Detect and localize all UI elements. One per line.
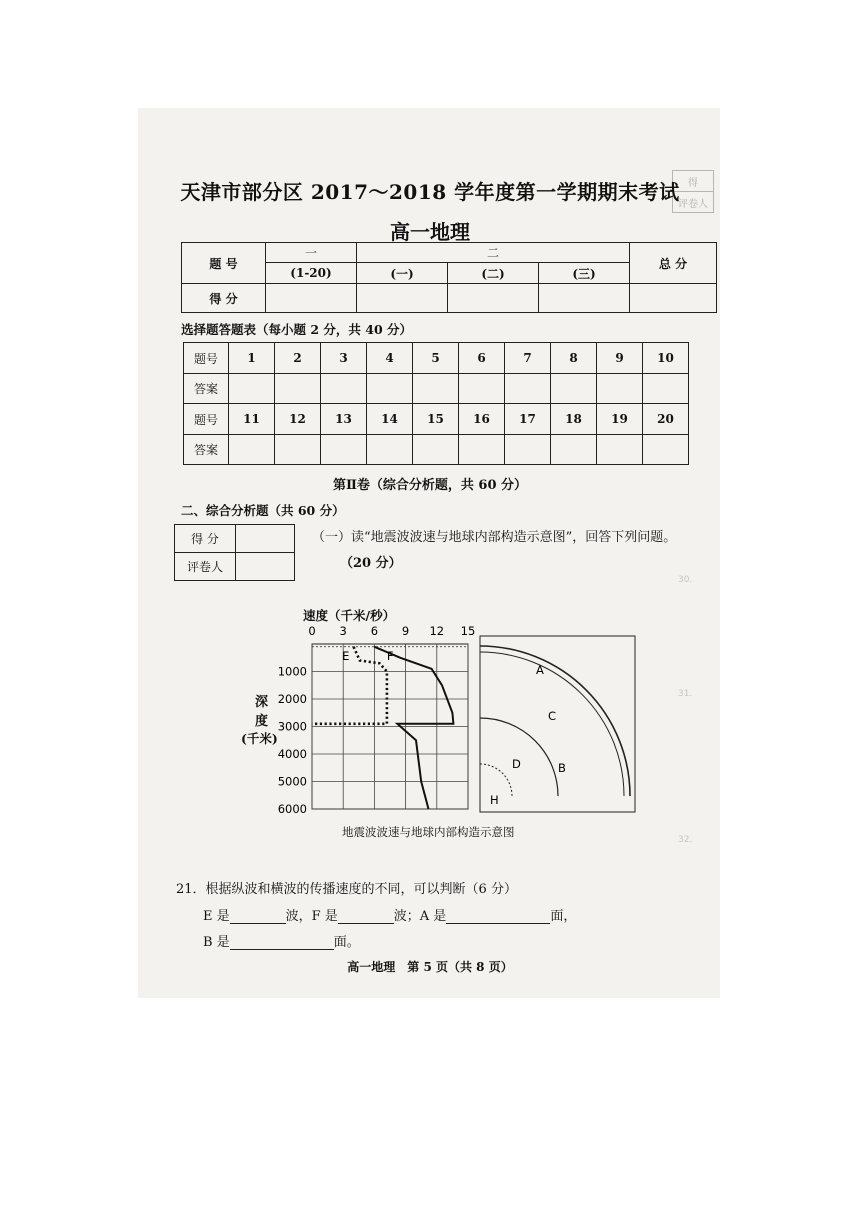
- x-tick-3: 3: [339, 624, 347, 638]
- answer-label-tihao-2: 题号: [184, 404, 229, 435]
- layer-label-d: D: [512, 757, 521, 771]
- q21-b-suffix: 面。: [333, 935, 360, 950]
- q21-f-label: 波，F 是: [285, 909, 338, 924]
- earth-interior-figure: [240, 618, 650, 830]
- score-cell-3[interactable]: [448, 284, 539, 313]
- question-21-line2: [203, 931, 360, 950]
- x-tick-12: 12: [429, 624, 445, 638]
- x-tick-0: 0: [308, 624, 316, 638]
- figure-speed-label: 速度（千米/秒）: [303, 608, 396, 623]
- score-table: [181, 242, 717, 313]
- score-label-tihao: 题 号: [182, 243, 266, 284]
- answer-cell-1[interactable]: [229, 374, 275, 404]
- question-number-7: 7: [505, 343, 551, 374]
- wave-label-f: F: [386, 649, 394, 663]
- part2-heading: 第Ⅱ卷（综合分析题，共 60 分）: [332, 478, 528, 493]
- question-number-10: 10: [643, 343, 689, 374]
- answer-cell-16[interactable]: [459, 435, 505, 465]
- question-points: （20 分）: [340, 556, 402, 571]
- score-total: 总 分: [630, 243, 717, 284]
- exam-subtitle: 高一地理: [390, 220, 470, 244]
- q21-blank-e[interactable]: [230, 910, 286, 924]
- score-part2: 二: [357, 243, 630, 263]
- bleed-q32: 32．: [678, 835, 699, 845]
- grader-pingjuanren-label: 评卷人: [175, 553, 236, 581]
- question-number-14: 14: [367, 404, 413, 435]
- score-part1-range: (1-20): [266, 263, 357, 284]
- answer-cell-6[interactable]: [459, 374, 505, 404]
- question-number-19: 19: [597, 404, 643, 435]
- part2-section-title: 二、综合分析题（共 60 分）: [181, 503, 345, 518]
- answer-label-daan: 答案: [184, 374, 229, 404]
- grader-pingjuanren-cell[interactable]: [236, 553, 295, 581]
- question-number-12: 12: [275, 404, 321, 435]
- answer-label-daan-2: 答案: [184, 435, 229, 465]
- score-cell-4[interactable]: [539, 284, 630, 313]
- q21-b-label: B 是: [203, 935, 230, 950]
- answer-cell-4[interactable]: [367, 374, 413, 404]
- inner-core-arc: [480, 764, 512, 796]
- y-tick-5000: 5000: [277, 774, 307, 789]
- earth-cross-section: [480, 636, 635, 812]
- answer-cell-17[interactable]: [505, 435, 551, 465]
- question-number-4: 4: [367, 343, 413, 374]
- layer-label-b: B: [558, 761, 566, 775]
- y-tick-6000: 6000: [277, 802, 307, 816]
- layer-label-a: A: [536, 663, 544, 677]
- answer-cell-2[interactable]: [275, 374, 321, 404]
- x-tick-15: 15: [460, 624, 476, 638]
- answer-cell-8[interactable]: [551, 374, 597, 404]
- score-sub1: (一): [357, 263, 448, 284]
- answer-cell-15[interactable]: [413, 435, 459, 465]
- question-number-20: 20: [643, 404, 689, 435]
- score-part1: 一: [266, 243, 357, 263]
- y-tick-1000: 1000: [277, 664, 307, 679]
- question-number-18: 18: [551, 404, 597, 435]
- answer-cell-19[interactable]: [597, 435, 643, 465]
- question-21-stem: 21．根据纵波和横波的传播速度的不同，可以判断（6 分）: [176, 882, 517, 897]
- bleed-corner-top: 得: [673, 171, 714, 192]
- bleed-q30: 30．: [678, 575, 699, 585]
- moho-arc: [480, 652, 624, 796]
- grader-defen-label: 得 分: [175, 525, 236, 553]
- q21-blank-a[interactable]: [446, 910, 550, 924]
- x-tick-6: 6: [370, 624, 379, 638]
- question-number-9: 9: [597, 343, 643, 374]
- question-number-2: 2: [275, 343, 321, 374]
- answer-cell-10[interactable]: [643, 374, 689, 404]
- wave-label-e: E: [342, 649, 350, 663]
- bleed-q31: 31．: [678, 689, 699, 699]
- figure-depth-label-2: 度: [255, 714, 269, 729]
- question-number-17: 17: [505, 404, 551, 435]
- figure-depth-label-3: (千米): [241, 731, 278, 746]
- velocity-depth-chart: [278, 624, 476, 816]
- score-cell-1[interactable]: [266, 284, 357, 313]
- answer-cell-5[interactable]: [413, 374, 459, 404]
- question-number-16: 16: [459, 404, 505, 435]
- answer-cell-11[interactable]: [229, 435, 275, 465]
- question-number-13: 13: [321, 404, 367, 435]
- question-21-line1: [203, 905, 576, 924]
- q21-e-label: E 是: [203, 909, 230, 924]
- q21-a-suffix: 面，: [550, 909, 577, 924]
- y-tick-2000: 2000: [277, 692, 307, 706]
- figure-depth-label-1: 深: [255, 695, 269, 710]
- score-sub3: (三): [539, 263, 630, 284]
- score-cell-total[interactable]: [630, 284, 717, 313]
- question-number-15: 15: [413, 404, 459, 435]
- grader-table: [174, 524, 295, 581]
- answer-cell-14[interactable]: [367, 435, 413, 465]
- answer-cell-12[interactable]: [275, 435, 321, 465]
- x-tick-9: 9: [401, 624, 410, 638]
- question-number-1: 1: [229, 343, 275, 374]
- figure-caption: 地震波波速与地球内部构造示意图: [342, 825, 515, 839]
- score-cell-2[interactable]: [357, 284, 448, 313]
- answer-sheet-table: [183, 342, 689, 465]
- answer-cell-20[interactable]: [643, 435, 689, 465]
- answer-cell-13[interactable]: [321, 435, 367, 465]
- layer-label-h: H: [490, 793, 499, 807]
- q21-blank-b[interactable]: [230, 936, 334, 950]
- bleed-corner-bottom: 评卷人: [673, 192, 714, 213]
- grader-defen-cell[interactable]: [236, 525, 295, 553]
- answer-cell-3[interactable]: [321, 374, 367, 404]
- q21-blank-f[interactable]: [338, 910, 394, 924]
- question-number-8: 8: [551, 343, 597, 374]
- question-intro: （一）读“地震波波速与地球内部构造示意图”，回答下列问题。: [312, 530, 677, 545]
- layer-label-c: C: [548, 709, 557, 723]
- page-footer: 高一地理 第 5 页（共 8 页）: [347, 960, 513, 974]
- question-number-3: 3: [321, 343, 367, 374]
- score-label-defen: 得 分: [182, 284, 266, 313]
- exam-title: 天津市部分区 2017～2018 学年度第一学期期末考试: [180, 180, 680, 204]
- answer-label-tihao: 题号: [184, 343, 229, 374]
- score-sub2: (二): [448, 263, 539, 284]
- q21-a-label: 波；A 是: [393, 909, 447, 924]
- answer-cell-9[interactable]: [597, 374, 643, 404]
- answer-sheet-caption: 选择题答题表（每小题 2 分，共 40 分）: [181, 322, 413, 337]
- question-number-6: 6: [459, 343, 505, 374]
- y-tick-3000: 3000: [277, 719, 307, 734]
- y-tick-4000: 4000: [277, 747, 307, 761]
- question-number-11: 11: [229, 404, 275, 435]
- answer-cell-18[interactable]: [551, 435, 597, 465]
- question-number-5: 5: [413, 343, 459, 374]
- answer-cell-7[interactable]: [505, 374, 551, 404]
